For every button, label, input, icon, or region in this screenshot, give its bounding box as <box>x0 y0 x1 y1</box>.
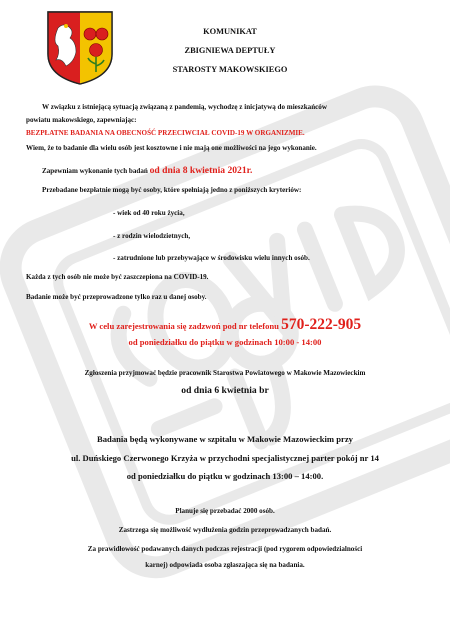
footer-responsibility-2: karnej) odpowiada osoba zgłaszająca się na badania. <box>145 561 305 569</box>
applications-line-2: od dnia 6 kwietnia br <box>181 385 269 396</box>
location-line-3: od poniedziałku do piątku w godzinach 13:00 – 14:00. <box>126 471 324 481</box>
registration-phone: 570-222-905 <box>281 316 362 333</box>
applications-line-1: Zgłoszenia przyjmować będzie pracownik Starostwa Powiatowego w Makowie Mazowieckim <box>84 369 366 377</box>
footer-reserve: Zastrzega się możliwość wydłużenia godzin przeprowadzanych badań. <box>118 526 332 534</box>
location-line-1: Badania będą wykonywane w szpitalu w Makowie Mazowieckim przy <box>97 434 353 444</box>
header-author: ZBIGNIEWA DEPTUŁY <box>184 46 276 55</box>
header-role: STAROSTY MAKOWSKIEGO <box>172 65 288 74</box>
note-once: Badanie może być przeprowadzone tylko raz u danej osoby. <box>26 293 207 301</box>
intro-highlight: BEZPŁATNE BADANIA NA OBECNOŚĆ PRZECIWCIAŁ COVID-19 W ORGANIZMIE. <box>26 129 305 137</box>
start-date-text: Zapewniam wykonanie tych badań <box>42 167 150 175</box>
header-title: KOMUNIKAT <box>203 27 257 36</box>
registration-text: W celu zarejestrowania się zadzwoń pod nr telefonu <box>88 321 282 331</box>
start-date-value: od dnia 8 kwietnia 2021r. <box>149 165 253 176</box>
note-vaccine: Każda z tych osób nie może być zaszczepiona na COVID-19. <box>26 273 209 281</box>
intro-line-4: Wiem, że to badanie dla wielu osób jest kosztowne i nie mają one możliwości na jego wykonanie. <box>26 144 317 152</box>
coat-of-arms-icon <box>46 10 114 86</box>
criteria-item: - z rodzin wielodzietnych, <box>113 232 191 240</box>
communique-header <box>120 22 340 79</box>
footer-responsibility-1: Za prawidłowość podawanych danych podczas rejestracji (pod rygorem odpowiedzialności <box>87 545 363 553</box>
criteria-item: - zatrudnione lub przebywające w środowisku wielu innych osób. <box>113 254 310 262</box>
location-line-2: ul. Duńskiego Czerwonego Krzyża w przychodni specjalistycznej parter pokój nr 14 <box>71 453 379 463</box>
registration-hours: od poniedziałku do piątku w godzinach 10:00 - 14:00 <box>128 337 322 347</box>
criteria-item: - wiek od 40 roku życia, <box>113 209 185 217</box>
registration-line <box>0 316 450 336</box>
intro-line-1: W związku z istniejącą sytuacją związaną z pandemią, wychodzę z inicjatywą do mieszkańców <box>42 103 327 111</box>
criteria-intro: Przebadane bezpłatnie mogą być osoby, które spełniają jedno z poniższych kryteriów: <box>42 186 302 194</box>
footer-plan: Planuje się przebadać 2000 osób. <box>175 507 275 515</box>
start-date-line <box>42 165 252 177</box>
intro-line-2: powiatu makowskiego, zapewniając: <box>26 116 137 124</box>
